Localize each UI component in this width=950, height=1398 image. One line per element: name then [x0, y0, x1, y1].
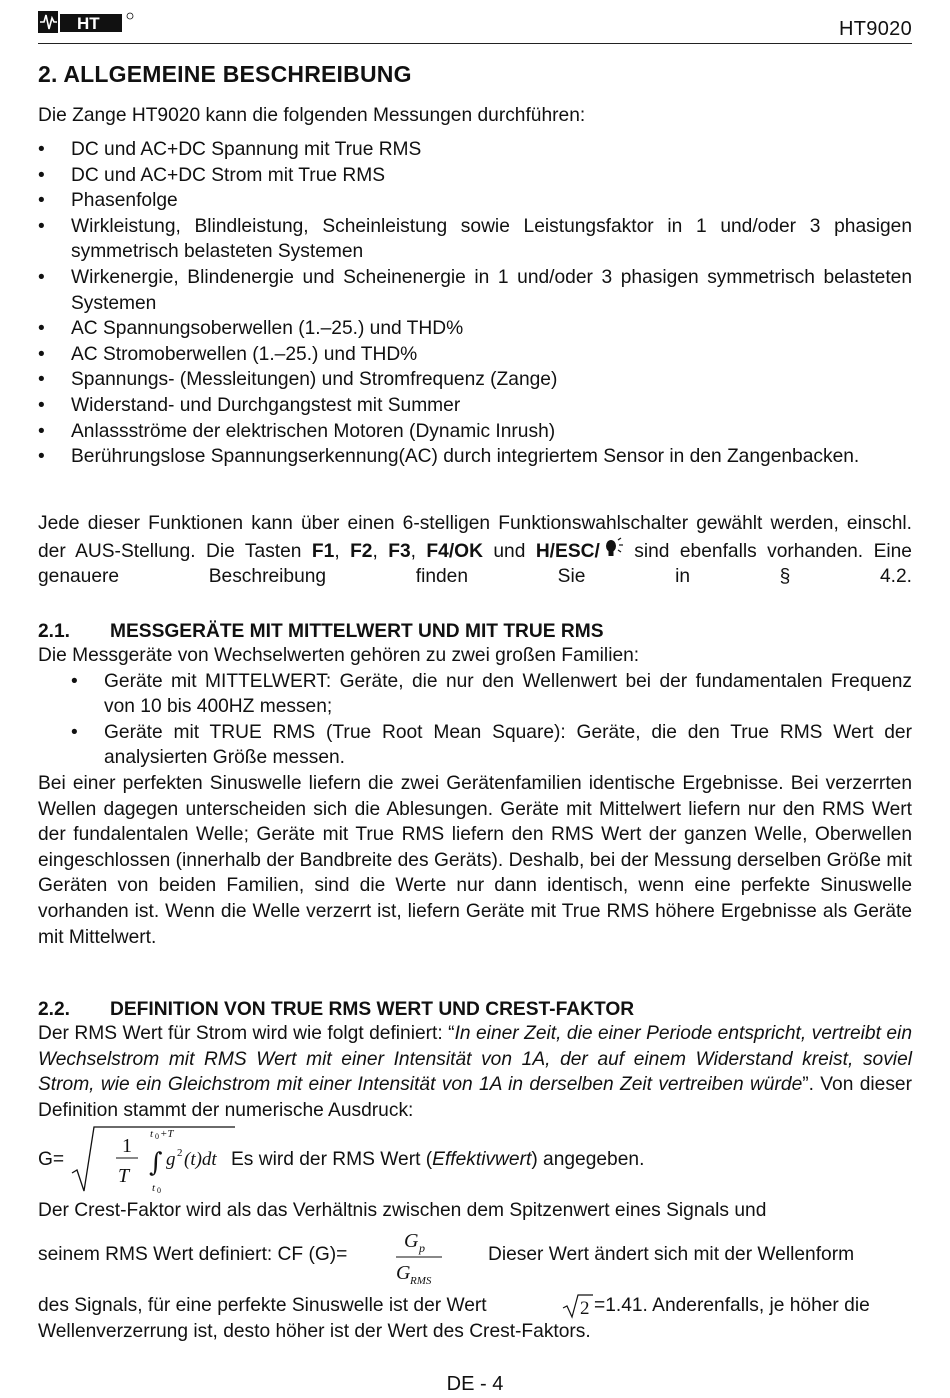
crest-text-d: des Signals, für eine perfekte Sinuswelle ist der Wert — [38, 1295, 487, 1316]
crest-formula-row — [38, 1228, 912, 1288]
caption-a: Es wird der RMS Wert ( — [231, 1149, 433, 1170]
math-lower-limit: t — [152, 1182, 156, 1194]
section-2-2-title: DEFINITION VON TRUE RMS WERT UND CREST-FAKTOR — [110, 999, 635, 1020]
section-2-1-number: 2.1. — [38, 621, 71, 642]
brand-text: HT — [77, 14, 100, 33]
feature-list — [38, 137, 912, 470]
caption-italic: Effektivwert — [432, 1149, 532, 1170]
math-upper-plus-t: +T — [160, 1128, 174, 1140]
crest-text-b: seinem RMS Wert definiert: CF (G)= — [38, 1244, 348, 1265]
section-2-intro: Die Zange HT9020 kann die folgenden Messungen durchführen: — [38, 105, 586, 126]
crest-formula — [392, 1228, 456, 1288]
crest-sqrt-row — [38, 1293, 912, 1321]
math-grms: G — [396, 1262, 411, 1284]
math-two: 2 — [580, 1298, 590, 1319]
key-f3: F3 — [388, 540, 411, 562]
feature-list-item: • Spannungs- (Messleitungen) und Stromfrequenz (Zange) — [38, 367, 912, 393]
function-paragraph — [38, 511, 912, 590]
rms-tail: ”. Von dieser Definition stammt der numerische Ausdruck: — [38, 1074, 912, 1121]
math-exponent: 2 — [177, 1147, 183, 1159]
sep: , — [372, 540, 389, 562]
math-gp: G — [404, 1230, 419, 1252]
sep: , — [410, 540, 427, 562]
rms-definition — [38, 1021, 912, 1123]
section-2-2-body — [38, 1021, 912, 1123]
key-f1: F1 — [311, 540, 335, 562]
g-label: G= — [38, 1149, 65, 1170]
rms-lead: Der RMS Wert für Strom wird wie folgt definiert: “ — [38, 1023, 455, 1044]
feature-list-item: • Phasenfolge — [38, 188, 912, 214]
section-2-1-body — [38, 643, 912, 950]
rms-formula-row — [38, 1125, 912, 1197]
meter-type-item: • Geräte mit TRUE RMS (True Root Mean Square): Geräte, die den True RMS Wert der analysierten Größe messen. — [38, 720, 912, 771]
section-2-1-title: MESSGERÄTE MIT MITTELWERT UND MIT TRUE RMS — [110, 621, 604, 642]
feature-list-item: • Wirkenergie, Blindenergie und Scheinenergie in 1 und/oder 3 phasigen symmetrisch belasteten Systemen — [38, 265, 912, 316]
sep: , — [334, 540, 351, 562]
meter-type-list — [38, 669, 912, 771]
feature-list-item: • AC Stromoberwellen (1.–25.) und THD% — [38, 342, 912, 368]
math-subscript: 0 — [155, 1132, 159, 1141]
sqrt-two-formula — [561, 1293, 595, 1319]
integral-sign: ∫ — [149, 1148, 163, 1178]
feature-list-item: • Wirkleistung, Blindleistung, Scheinleistung sowie Leistungsfaktor in 1 und/oder 3 phasigen symmetrisch belasteten Systemen — [38, 214, 912, 265]
section-2-2-number: 2.2. — [38, 999, 71, 1020]
crest-line-1: Der Crest-Faktor wird als das Verhältnis zwischen dem Spitzenwert eines Signals und — [38, 1200, 767, 1221]
backlight-bulb-icon — [600, 537, 624, 561]
math-subscript: 0 — [157, 1186, 161, 1195]
math-p: p — [419, 1241, 425, 1255]
rms-formula-caption — [231, 1147, 644, 1173]
page-number: DE - 4 — [446, 1373, 504, 1395]
math-t: T — [118, 1165, 130, 1187]
crest-text-e: =1.41. Anderenfalls, je höher die — [594, 1295, 870, 1316]
meter-type-item: • Geräte mit MITTELWERT: Geräte, die nur den Wellenwert bei der fundamentalen Frequenz von 10 bis 400HZ messen; — [38, 669, 912, 720]
section-2-2-heading — [38, 997, 634, 1023]
caption-c: ) angegeben. — [531, 1149, 645, 1170]
section-2-1-heading — [38, 619, 604, 645]
key-f4-ok: F4/OK — [426, 540, 483, 562]
key-f2: F2 — [350, 540, 373, 562]
page-header — [38, 8, 912, 44]
crest-line-last: Wellenverzerrung ist, desto höher ist der Wert des Crest-Faktors. — [38, 1321, 591, 1342]
rms-formula — [70, 1125, 240, 1197]
feature-list-item: • DC und AC+DC Strom mit True RMS — [38, 163, 912, 189]
section-2-title: 2. ALLGEMEINE BESCHREIBUNG — [38, 61, 412, 87]
sep: und — [482, 540, 536, 562]
feature-list-item: • Berührungslose Spannungserkennung(AC) durch integriertem Sensor in den Zangenbacken. — [38, 444, 912, 470]
feature-list-item: • Widerstand- und Durchgangstest mit Summer — [38, 393, 912, 419]
crest-text-c: Dieser Wert ändert sich mit der Wellenform — [488, 1244, 855, 1265]
rms-quote: In einer Zeit, die einer Periode entspricht, vertreibt ein Wechselstrom mit RMS Wert mit einer Intensität von 1A, der auf einem Widerstand kreist, soviel Strom, wie ein Gleichstrom mit einer Intensität von 1A in derselben Zeit vertreiben würde — [38, 1023, 912, 1096]
ht-logo-icon — [38, 10, 138, 36]
feature-list-item: • Anlassströme der elektrischen Motoren (Dynamic Inrush) — [38, 419, 912, 445]
feature-list-item: • AC Spannungsoberwellen (1.–25.) und THD% — [38, 316, 912, 342]
key-h-esc: H/ESC/ — [535, 540, 600, 562]
math-one: 1 — [122, 1135, 132, 1157]
math-upper-limit: t — [150, 1128, 154, 1140]
function-text-a: Jede dieser Funktionen kann über einen 6-stelligen Funktionswahlschalter gewählt werden, einschl. der AUS-Stellung. Die Tasten — [38, 513, 912, 562]
math-rms: RMS — [410, 1275, 432, 1287]
section-2-1-paragraph: Bei einer perfekten Sinuswelle liefern die zwei Gerätenfamilien identische Ergebnisse. Bei verzerrten Wellen dagegen unterscheiden sich die Ablesungen. Geräte mit Mittelwert liefern nur den RMS Wert der fundalentalen Welle; Geräte mit True RMS liefern den RMS Wert der ganzen Welle, Oberwellen eingeschlossen (innerhalb der Bandbreite des Geräts). Deshalb, bei der Messung derselben Größe mit Geräten von beiden Familien, sind die Werte nur dann identisch, wenn eine perfekte Sinuswelle vorhanden ist. Wenn die Welle verzerrt ist, liefern Geräte mit True RMS höhere Ergebnisse als Geräte mit Mittelwert. — [38, 772, 912, 948]
feature-list-item: • DC und AC+DC Spannung mit True RMS — [38, 137, 912, 163]
math-integrand-tail: (t)dt — [184, 1149, 217, 1170]
function-text-b: sind ebenfalls vorhanden. Eine genauere Beschreibung finden Sie in § 4.2. — [38, 540, 912, 588]
section-2-1-intro: Die Messgeräte von Wechselwerten gehören zu zwei großen Familien: — [38, 645, 640, 666]
function-paragraph-line — [38, 511, 912, 590]
model-label: HT9020 — [839, 18, 912, 40]
math-integrand: g — [166, 1149, 176, 1170]
